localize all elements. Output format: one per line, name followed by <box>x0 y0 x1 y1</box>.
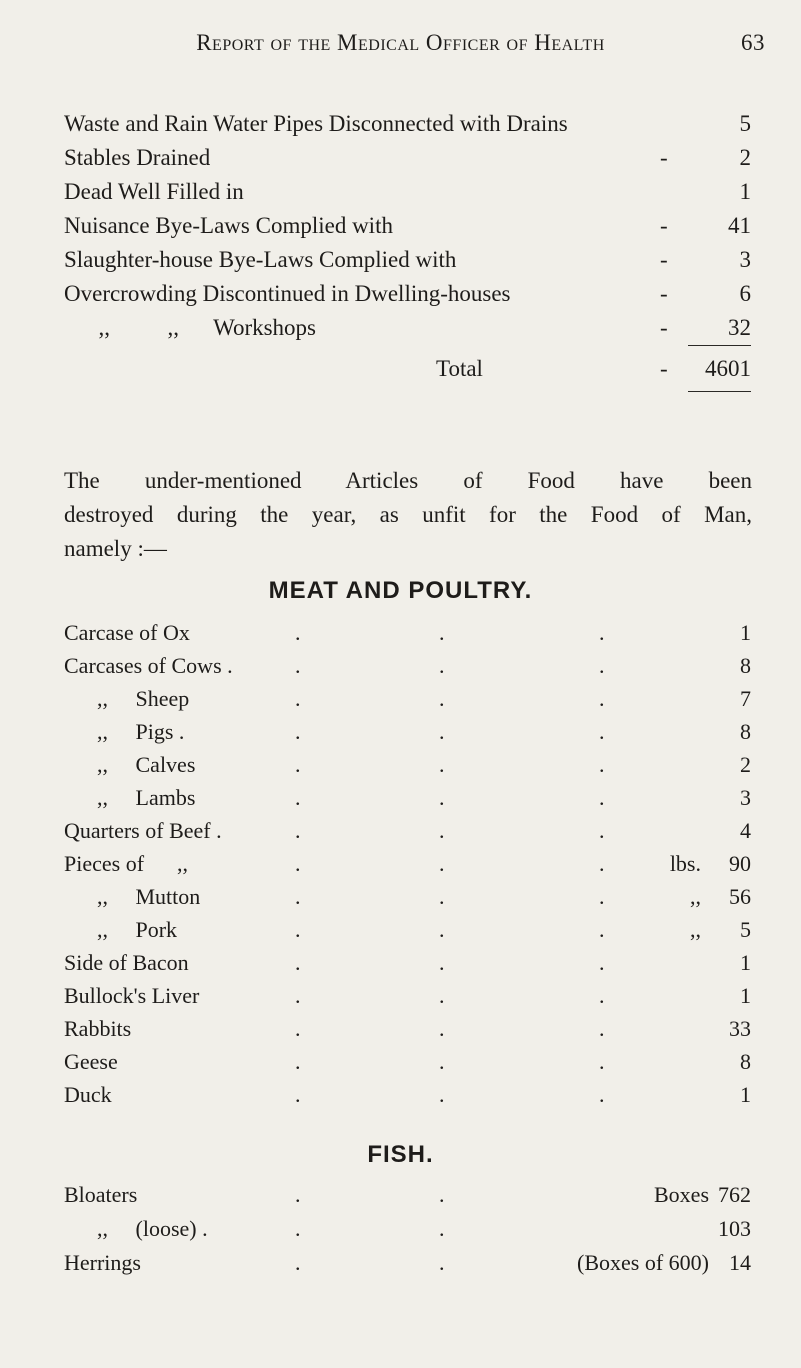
row-label: ,, ,, Workshops <box>64 315 317 340</box>
running-header <box>0 30 801 56</box>
total-rule-top <box>688 345 751 346</box>
item-value: 4 <box>740 818 751 843</box>
row-value: 6 <box>739 281 751 306</box>
leader-dot: . <box>599 653 605 678</box>
item-unit: (Boxes of 600) <box>577 1250 709 1275</box>
row-label: Overcrowding Discontinued in Dwelling-houses <box>64 281 511 306</box>
paragraph-line: destroyed during the year, as unfit for the Food of Man, <box>64 502 752 527</box>
item-unit: ,, <box>690 884 701 909</box>
table-row <box>64 649 751 682</box>
leader-dot: . <box>439 752 445 777</box>
leader-dot: . <box>599 719 605 744</box>
item-label: Bloaters <box>64 1182 138 1207</box>
leader-dot: . <box>599 818 605 843</box>
leader-dot: . <box>599 851 605 876</box>
summary-row <box>64 243 751 277</box>
leader-dot: . <box>295 1182 301 1207</box>
summary-row <box>64 277 751 311</box>
total-row <box>64 352 751 386</box>
paragraph-line: namely :— <box>64 536 167 561</box>
row-label: Waste and Rain Water Pipes Disconnected with Drains <box>64 111 568 136</box>
item-value: 1 <box>740 983 751 1008</box>
total-label: Total <box>436 356 483 381</box>
table-row <box>64 1045 751 1078</box>
row-dash: - <box>660 145 668 170</box>
item-unit: Boxes <box>654 1182 709 1207</box>
leader-dot: . <box>295 1016 301 1041</box>
fish-heading: FISH. <box>367 1141 434 1168</box>
leader-dot: . <box>599 1082 605 1107</box>
leader-dot: . <box>439 1016 445 1041</box>
leader-dot: . <box>599 785 605 810</box>
item-value: 33 <box>729 1016 751 1041</box>
table-row <box>64 880 751 913</box>
leader-dot: . <box>599 983 605 1008</box>
leader-dot: . <box>295 1082 301 1107</box>
leader-dot: . <box>599 752 605 777</box>
leader-dot: . <box>439 1082 445 1107</box>
leader-dot: . <box>295 950 301 975</box>
leader-dot: . <box>599 686 605 711</box>
meat-heading: MEAT AND POULTRY. <box>268 577 533 604</box>
row-value: 32 <box>728 315 751 340</box>
leader-dot: . <box>439 686 445 711</box>
row-value: 2 <box>739 145 751 170</box>
table-row <box>64 814 751 847</box>
item-value: 5 <box>740 917 751 942</box>
table-row <box>64 1078 751 1111</box>
item-label: Duck <box>64 1082 112 1107</box>
row-value: 41 <box>728 213 751 238</box>
table-row <box>64 1246 751 1280</box>
summary-row <box>64 141 751 175</box>
page-number: 63 <box>741 30 765 55</box>
item-label: ,, Lambs <box>64 785 196 810</box>
leader-dot: . <box>295 719 301 744</box>
leader-dot: . <box>599 1016 605 1041</box>
row-dash: - <box>660 213 668 238</box>
leader-dot: . <box>439 1250 445 1275</box>
leader-dot: . <box>295 1250 301 1275</box>
item-label: ,, Pigs . <box>64 719 185 744</box>
item-label: ,, Sheep <box>64 686 190 711</box>
item-value: 8 <box>740 719 751 744</box>
table-row <box>64 781 751 814</box>
item-label: Geese <box>64 1049 118 1074</box>
table-row <box>64 682 751 715</box>
leader-dot: . <box>439 818 445 843</box>
leader-dot: . <box>599 1049 605 1074</box>
intro-paragraph <box>64 464 752 566</box>
item-label: ,, Pork <box>64 917 178 942</box>
item-value: 7 <box>740 686 751 711</box>
leader-dot: . <box>439 1049 445 1074</box>
item-value: 2 <box>740 752 751 777</box>
leader-dot: . <box>295 917 301 942</box>
table-row <box>64 1012 751 1045</box>
header-title: Report of the Medical Officer of Health <box>196 30 605 55</box>
item-label: ,, Calves <box>64 752 196 777</box>
leader-dot: . <box>295 818 301 843</box>
leader-dot: . <box>295 653 301 678</box>
item-label: Pieces of ,, <box>64 851 189 876</box>
table-row <box>64 616 751 649</box>
leader-dot: . <box>295 1216 301 1241</box>
item-label: ,, Mutton <box>64 884 201 909</box>
item-value: 90 <box>729 851 751 876</box>
leader-dot: . <box>295 686 301 711</box>
item-unit: ,, <box>690 917 701 942</box>
leader-dot: . <box>439 917 445 942</box>
table-row <box>64 748 751 781</box>
table-row <box>64 847 751 880</box>
row-dash: - <box>660 281 668 306</box>
table-row <box>64 1212 751 1246</box>
leader-dot: . <box>295 983 301 1008</box>
item-value: 56 <box>729 884 751 909</box>
row-label: Slaughter-house Bye-Laws Complied with <box>64 247 457 272</box>
row-value: 3 <box>739 247 751 272</box>
total-rule-bottom <box>688 391 751 392</box>
row-label: Nuisance Bye-Laws Complied with <box>64 213 393 238</box>
item-label: Carcases of Cows . <box>64 653 233 678</box>
leader-dot: . <box>439 653 445 678</box>
item-label: Quarters of Beef . <box>64 818 222 843</box>
row-value: 5 <box>739 111 751 136</box>
leader-dot: . <box>439 785 445 810</box>
item-label: Herrings <box>64 1250 141 1275</box>
leader-dot: . <box>295 884 301 909</box>
item-label: Side of Bacon <box>64 950 189 975</box>
item-label: ,, (loose) . <box>64 1216 208 1241</box>
row-dash: - <box>660 315 668 340</box>
row-label: Stables Drained <box>64 145 211 170</box>
item-unit: lbs. <box>669 851 701 876</box>
item-label: Rabbits <box>64 1016 132 1041</box>
summary-row <box>64 107 751 141</box>
item-value: 762 <box>718 1182 751 1207</box>
item-label: Carcase of Ox <box>64 620 190 645</box>
leader-dot: . <box>439 884 445 909</box>
leader-dot: . <box>439 1216 445 1241</box>
leader-dot: . <box>599 950 605 975</box>
leader-dot: . <box>439 719 445 744</box>
total-dash: - <box>660 356 668 381</box>
item-value: 8 <box>740 1049 751 1074</box>
leader-dot: . <box>295 785 301 810</box>
item-value: 14 <box>729 1250 751 1275</box>
leader-dot: . <box>295 752 301 777</box>
leader-dot: . <box>295 851 301 876</box>
leader-dot: . <box>295 620 301 645</box>
row-dash: - <box>660 247 668 272</box>
total-value: 4601 <box>705 356 751 381</box>
item-value: 1 <box>740 950 751 975</box>
table-row <box>64 1178 751 1212</box>
item-value: 3 <box>740 785 751 810</box>
leader-dot: . <box>599 884 605 909</box>
table-row <box>64 979 751 1012</box>
table-row <box>64 946 751 979</box>
leader-dot: . <box>439 983 445 1008</box>
summary-row <box>64 311 751 345</box>
paragraph-line: The under-mentioned Articles of Food have been <box>64 468 752 493</box>
leader-dot: . <box>439 950 445 975</box>
item-value: 1 <box>740 620 751 645</box>
summary-row <box>64 175 751 209</box>
item-value: 103 <box>718 1216 751 1241</box>
summary-row <box>64 209 751 243</box>
leader-dot: . <box>599 620 605 645</box>
leader-dot: . <box>439 851 445 876</box>
table-row <box>64 913 751 946</box>
leader-dot: . <box>599 917 605 942</box>
leader-dot: . <box>439 1182 445 1207</box>
leader-dot: . <box>295 1049 301 1074</box>
row-value: 1 <box>739 179 751 204</box>
item-value: 8 <box>740 653 751 678</box>
item-label: Bullock's Liver <box>64 983 200 1008</box>
row-label: Dead Well Filled in <box>64 179 244 204</box>
item-value: 1 <box>740 1082 751 1107</box>
leader-dot: . <box>439 620 445 645</box>
table-row <box>64 715 751 748</box>
